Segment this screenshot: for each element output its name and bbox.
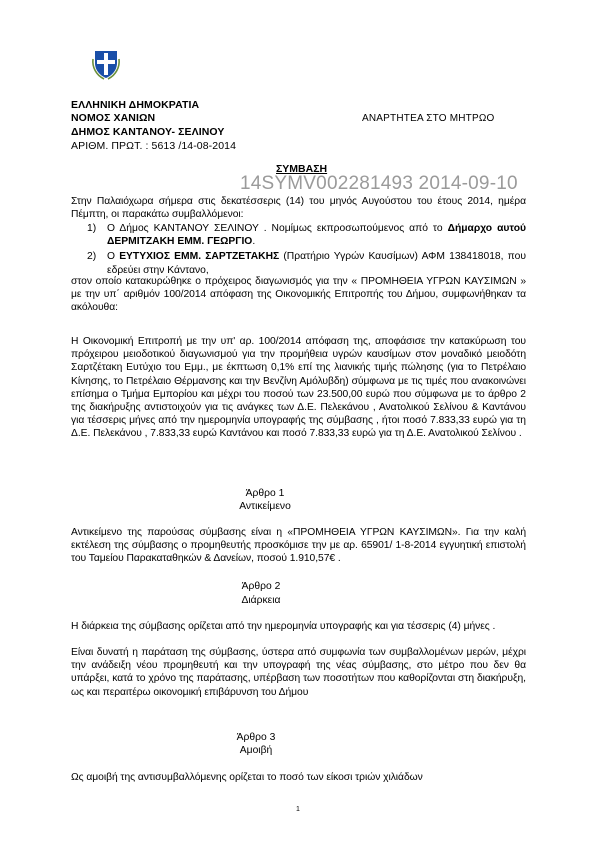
article1-subheading: Αντικείμενο [239,501,291,512]
article2-body1: Η διάρκεια της σύμβασης ορίζεται από την ημερομηνία υπογραφής και για τέσσερις (4) μήνες . [71,621,496,632]
header-prefecture: ΝΟΜΟΣ ΧΑΝΙΩΝ [71,112,156,124]
party-text: (Πρατήριο Υγρών Καυσίμων) ΑΦΜ 138418018, που εδρεύει στην Κάντανο, [107,251,527,276]
header-republic: ΕΛΛΗΝΙΚΗ ΔΗΜΟΚΡΑΤΙΑ [71,99,200,111]
party-text: Ο Δήμος ΚΑΝΤΑΝΟΥ ΣΕΛΙΝΟΥ . Νομίμως εκπροσωπούμενος από το [107,223,443,234]
greek-emblem-icon [91,49,121,80]
party-item [71,250,526,276]
party-item [71,222,526,248]
article2-body2: Είναι δυνατή η παράταση της σύμβασης, ύστερα από συμφωνία των συμβαλλομένων μερών, μέχρι την ανάδειξη νέου προμηθευτή και την υπογραφή της νέας σύμβασης, στο μέτρο που δεν θα υπάρξει, κατά το χρόνο της παράτασης, υπέρβαση των ποσοτήτων που καθορίζονται στη διακήρυξη, ως και περαιτέρω οικονομική επιβάρυνση του Δήμου [71,647,526,698]
article3-subheading: Αμοιβή [239,745,273,756]
article1-heading: Άρθρο 1 [245,488,285,499]
article3-heading: Άρθρο 3 [236,732,276,743]
diavgeia-stamp: 14SYMV002281493 2014-09-10 [240,173,518,194]
page-number: 1 [296,806,300,813]
article2-heading: Άρθρο 2 [241,581,281,592]
document-title: ΣΥΜΒΑΣΗ [276,163,328,175]
party-number: 2) [87,251,97,263]
party-representative: Δήμαρχο αυτού ΔΕΡΜΙΤΖΑΚΗ ΕΜΜ. ΓΕΩΡΓΙΟ [107,223,526,248]
article1-body: Αντικείμενο της παρούσας σύμβασης είναι η «ΠΡΟΜΗΘΕΙΑ ΥΓΡΩΝ ΚΑΥΣΙΜΩΝ». Για την καλή εκτέλεση της σύμβασης ο προμηθευτής προσκόμισε την με αρ. 65901/ 1-8-2014 εγγυητική επιστολή του Ταμείου Παρακαταθηκών & Δανείων, ποσού 1.910,57€ . [71,527,526,565]
article2-subheading: Διάρκεια [241,595,281,606]
intro-paragraph: Στην Παλαιόχωρα σήμερα στις δεκατέσσερις (14) του μηνός Αυγούστου του έτους 2014, ημέρα Πέμπτη, οι παρακάτω συμβαλλόμενοι: [71,196,526,221]
header-protocol: ΑΡΙΘΜ. ΠΡΩΤ. : 5613 /14-08-2014 [71,140,237,152]
committee-paragraph: Η Οικονομική Επιτροπή με την υπ' αρ. 100/2014 απόφαση της, αποφάσισε την κατακύρωση του πρόχειρου μειοδοτικού διαγωνισμού για την προμήθεια υγρών καυσίμων στον μοναδικό μειοδότη Σαρτζέτακη Ευτύχιο του Εμμ., με έκπτωση 0,1% επί της λιανικής τιμής πώλησης (για το Πετρέλαιο Κίνησης, το Πετρέλαιο Θέρμανσης και την Βενζίνη Αμόλυβδη) σύμφωνα με τις τιμές που ανακοινώνει επίσημα ο Τμήμα Εμπορίου και μέχρι του ποσού των 23.500,00 ευρώ που σύμφωνα με το άρθρο 2 της διακήρυξης αντιστοιχούν για τις ανάγκες των Δ.Ε. Πελεκάνου , Ανατολικού Σελίνου & Καντάνου για τέσσερις μήνες από την ημερομηνία υπογραφής της σύμβασης , ήτοι ποσό 7.833,33 ευρώ για τη Δ.Ε. Πελεκάνου , 7.833,33 ευρώ Καντάνου και ποσό 7.833,33 ευρώ για τη Δ.Ε. Ανατολικού Σελίνου . [71,336,526,440]
party-name: ΕΥΤΥΧΙΟΣ ΕΜΜ. ΣΑΡΤΖΕΤΑΚΗΣ [119,251,280,263]
header-municipality: ΔΗΜΟΣ ΚΑΝΤΑΝΟΥ- ΣΕΛΙΝΟΥ [71,126,225,138]
party-prefix: Ο [107,251,120,263]
party-tail: . [252,236,256,248]
award-paragraph: στον οποίο κατακυρώθηκε ο πρόχειρος διαγωνισμός για την « ΠΡΟΜΗΘΕΙΑ ΥΓΡΩΝ ΚΑΥΣΙΜΩΝ » με την υπ΄ αριθμόν 100/2014 απόφαση της Οικονομικής Επιτροπής του Δήμου, συμφωνήθηκαν τα ακόλουθα: [71,276,526,314]
article3-body: Ως αμοιβή της αντισυμβαλλόμενης ορίζεται το ποσό των είκοσι τριών χιλιάδων [71,772,423,783]
parties-list [71,222,526,277]
party-number: 1) [87,223,97,234]
header-notice: ΑΝΑΡΤΗΤΕΑ ΣΤΟ ΜΗΤΡΩΟ [362,113,495,124]
